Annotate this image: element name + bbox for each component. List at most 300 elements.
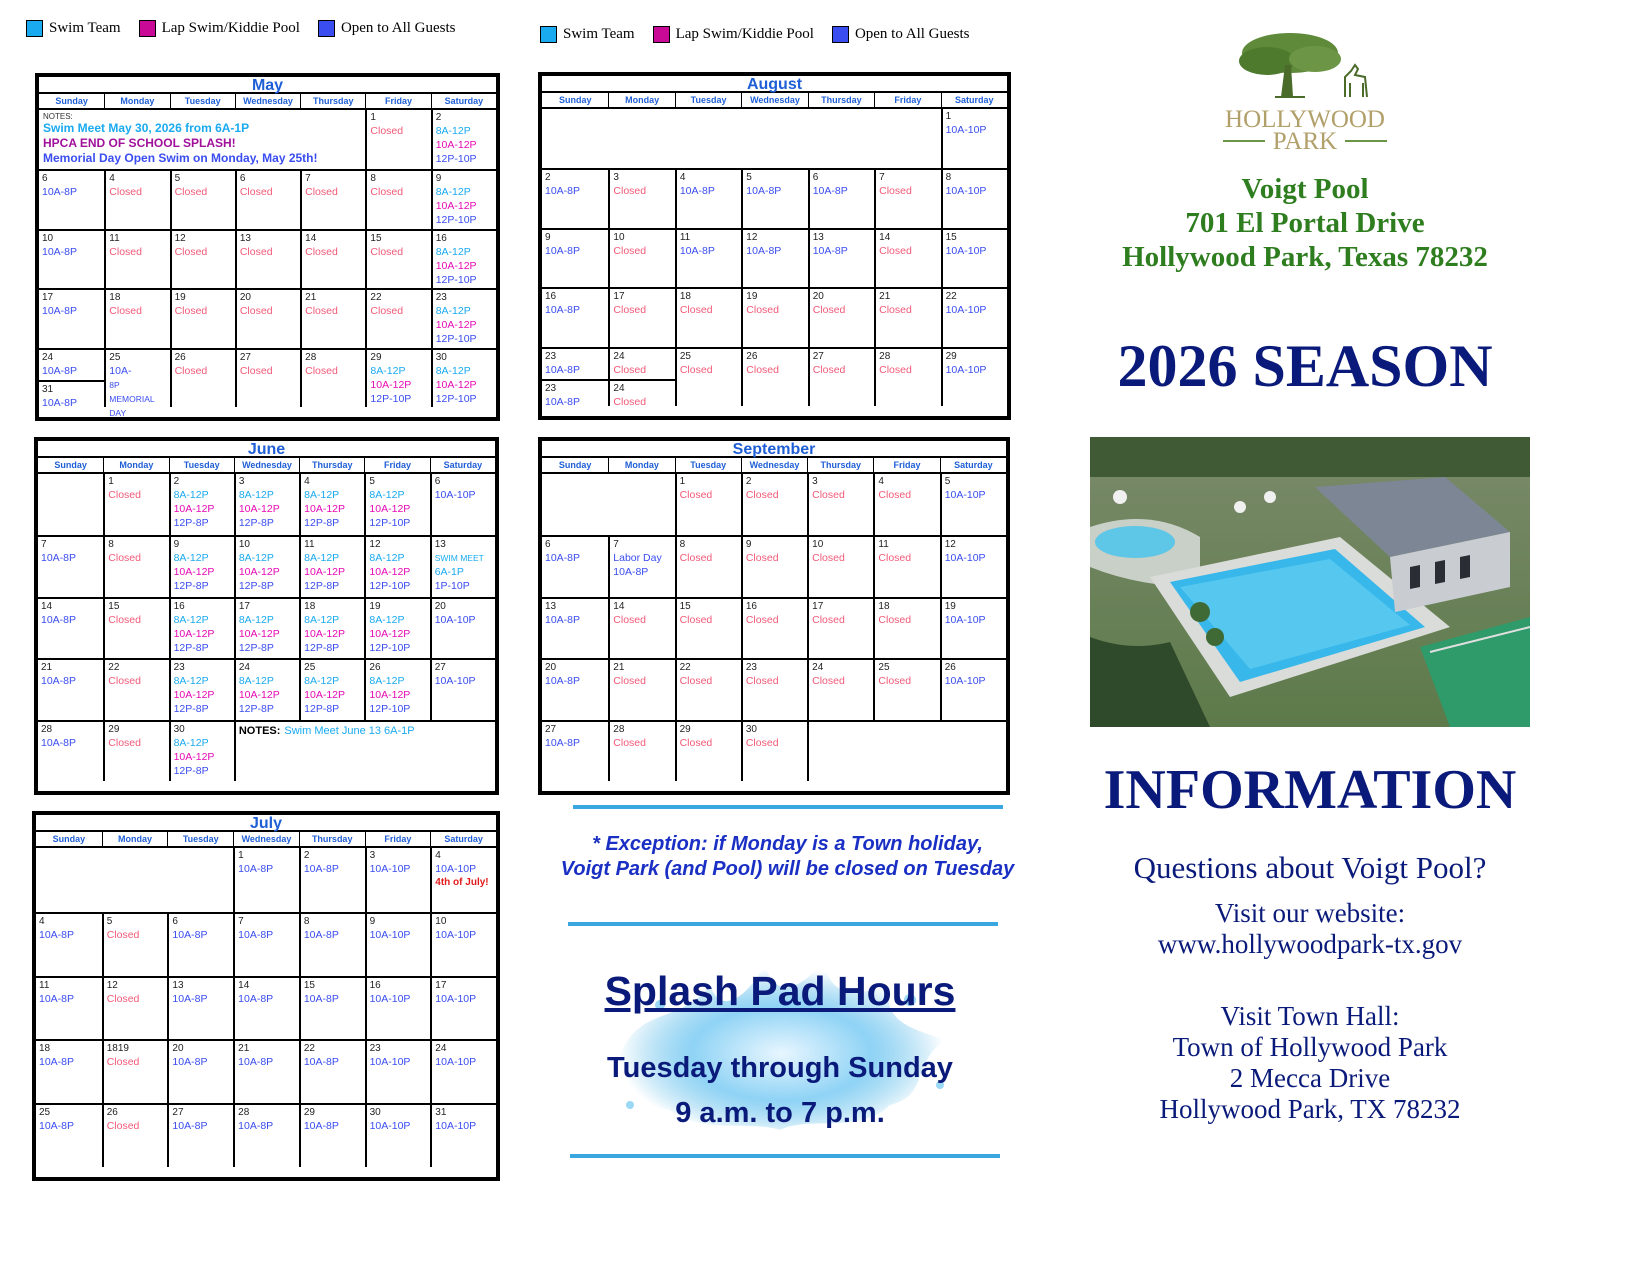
pool-name: Voigt Pool	[1241, 173, 1369, 205]
calendar-day	[365, 976, 431, 1040]
day-number: 1	[945, 111, 952, 122]
day-number: 3	[613, 172, 619, 184]
day-number: 10	[238, 539, 250, 551]
day-number: 4	[679, 172, 686, 184]
schedule-entry: 8A-12P	[369, 675, 405, 688]
day-number: 13	[812, 231, 824, 243]
pool-aerial-photo	[1090, 437, 1530, 727]
month-title: July	[36, 815, 496, 832]
day-number: 22	[303, 1043, 315, 1055]
calendar-day	[807, 720, 1006, 781]
schedule-entry: 10A-8P	[545, 736, 581, 749]
schedule-entry: 10A-12P	[304, 566, 346, 579]
calendar-day	[542, 535, 608, 596]
schedule-entry: 8A-12P	[238, 489, 274, 501]
schedule-entry: 10A-8P	[238, 1056, 274, 1069]
schedule-entry: 10A-12P	[369, 503, 411, 515]
schedule-entry: 10A-10P	[369, 1120, 411, 1133]
day-number: 18	[878, 600, 890, 612]
open-all-swatch	[318, 20, 335, 37]
legend-label: Open to All Guests	[340, 20, 456, 36]
calendar-day	[38, 474, 103, 535]
weekday-label: Tuesday	[167, 832, 233, 846]
calendar-day	[741, 168, 807, 227]
calendar-day	[167, 1039, 233, 1103]
schedule-entry: Closed	[679, 489, 713, 501]
day-number: 10	[812, 539, 824, 551]
weekday-label: Monday	[104, 94, 169, 108]
schedule-entry: 10A-8P	[545, 552, 581, 565]
schedule-entry: 10A-8P	[172, 1056, 208, 1069]
weekday-label: Wednesday	[741, 93, 807, 107]
calendar-day	[430, 597, 495, 658]
calendar-day	[941, 347, 1007, 406]
schedule-entry: 12P-8P	[173, 703, 209, 716]
day-number: 11	[109, 232, 120, 244]
day-number: 29	[945, 350, 957, 362]
day-number: 27	[812, 350, 824, 362]
calendar-day	[430, 848, 496, 912]
june-notes	[234, 720, 495, 781]
season-title: 2026 SEASON	[1117, 333, 1493, 399]
day-number: 7	[238, 915, 244, 927]
day-number: 10	[42, 232, 54, 244]
calendar-day	[874, 168, 940, 227]
schedule-entry: 10A-12P	[369, 627, 411, 640]
schedule-entry: Closed	[613, 675, 646, 688]
day-number: 7	[41, 539, 47, 551]
day-number: 28	[613, 723, 625, 735]
calendar-day	[431, 229, 496, 288]
calendar-day	[36, 848, 233, 912]
schedule-entry: 12P-10P	[369, 517, 411, 529]
schedule-entry: Closed	[613, 395, 647, 408]
day-number: 26	[944, 662, 956, 674]
calendar-day	[104, 288, 169, 347]
schedule-entry: 10A-12P	[435, 319, 477, 332]
weekday-header	[542, 93, 1007, 109]
schedule-entry: 10A-10P	[944, 613, 986, 626]
calendar-day	[299, 848, 365, 912]
divider-line	[570, 1154, 1000, 1158]
weekday-label: Friday	[365, 94, 430, 108]
schedule-entry: Closed	[879, 244, 912, 257]
schedule-entry: 10A-12P	[173, 627, 215, 640]
day-number: 2	[545, 172, 551, 184]
weekday-header	[39, 94, 496, 110]
day-number: 15	[945, 231, 957, 243]
hollywood-park-logo	[1215, 25, 1395, 155]
calendar-day	[808, 287, 874, 346]
calendar-day	[169, 535, 234, 596]
day-number: 21	[41, 662, 53, 674]
calendar-day	[542, 474, 675, 535]
calendar-grid	[36, 848, 496, 1167]
legend-open-all	[318, 20, 456, 37]
schedule-entry: 10A-12P	[238, 566, 280, 579]
schedule-entry: 10A-12P	[435, 259, 477, 272]
schedule-entry: 10A-8P	[303, 928, 339, 941]
day-number: 9	[173, 539, 180, 551]
schedule-entry: Closed	[106, 992, 140, 1005]
schedule-entry: 10A-8P	[303, 863, 339, 875]
schedule-entry: 12P-8P	[173, 764, 209, 777]
schedule-entry: 12P-8P	[173, 517, 209, 529]
calendar-day	[807, 474, 873, 535]
schedule-entry: Closed	[879, 304, 912, 317]
day-number: 1	[108, 476, 114, 487]
calendar-day	[430, 912, 496, 976]
day-number: 1	[679, 476, 686, 487]
schedule-entry: 10A-8P	[303, 1120, 339, 1133]
schedule-entry: Closed	[746, 363, 779, 376]
calendar-day	[807, 597, 873, 658]
calendar-day	[741, 658, 807, 719]
schedule-entry: 10A-12P	[173, 566, 215, 579]
schedule-entry: 10A-8P	[41, 552, 77, 565]
legend-open-all	[832, 26, 970, 43]
weekday-label: Wednesday	[235, 94, 300, 108]
day-number: 11	[679, 231, 691, 243]
schedule-entry: 10A-8P	[41, 675, 77, 688]
day-number: 7	[879, 172, 885, 184]
schedule-entry: 10A-8P	[545, 304, 581, 317]
weekday-label: Tuesday	[675, 93, 741, 107]
schedule-entry: 10A-8P	[679, 185, 715, 198]
day-number: 27	[239, 351, 251, 363]
day-number: 1819	[106, 1043, 129, 1055]
calendar-day	[169, 658, 234, 719]
weekday-label: Sunday	[55, 96, 88, 106]
legend-label: Lap Swim/Kiddie Pool	[161, 20, 300, 36]
calendar-day	[542, 287, 608, 346]
legend-right	[540, 26, 970, 43]
calendar-day	[167, 1103, 233, 1167]
day-number: 13	[434, 539, 446, 551]
calendar-day	[364, 658, 429, 719]
calendar-day	[430, 1103, 496, 1167]
calendar-day	[39, 169, 104, 228]
day-number: 25	[304, 662, 316, 674]
notes-label: NOTES:	[238, 724, 281, 737]
day-number: 2	[435, 112, 442, 123]
day-number: 16	[435, 232, 447, 244]
day-number: 25	[109, 351, 121, 363]
calendar-day	[38, 597, 103, 658]
calendar-day	[430, 474, 495, 535]
weekday-label: Thursday	[808, 93, 874, 107]
question-text: Questions about Voigt Pool?	[1133, 850, 1487, 885]
day-number: 15	[108, 600, 120, 612]
weekday-label: Monday	[608, 458, 674, 472]
calendar-day	[38, 535, 103, 596]
calendar-day	[170, 348, 235, 407]
schedule-entry: 10A-12P	[173, 689, 215, 702]
day-number: 17	[613, 291, 625, 303]
schedule-entry: 10A-	[109, 364, 132, 377]
lap-swim-swatch	[653, 26, 670, 43]
schedule-entry: 10A-8P	[39, 992, 75, 1005]
day-number: 6	[172, 915, 178, 927]
day-number: 9	[745, 539, 752, 551]
day-number: 22	[945, 291, 957, 303]
day-number: 5	[746, 172, 752, 184]
schedule-entry: 10A-10P	[369, 863, 411, 875]
calendar-day	[741, 287, 807, 346]
calendar-day	[365, 110, 430, 169]
day-number: 24	[435, 1043, 447, 1055]
notes-heading: NOTES:	[43, 112, 73, 121]
day-number: 19	[944, 600, 956, 612]
schedule-entry: Closed	[745, 736, 779, 749]
logo-line2: PARK	[1272, 128, 1338, 155]
day-number: 8	[108, 539, 114, 551]
calendar-grid	[39, 110, 496, 418]
schedule-entry: Closed	[370, 245, 404, 258]
calendar-day	[234, 597, 299, 658]
schedule-entry: Closed	[106, 1056, 140, 1069]
day-number: 8	[945, 172, 952, 184]
schedule-entry: Closed	[679, 304, 713, 317]
schedule-entry: Closed	[108, 736, 141, 749]
weekday-label: Tuesday	[675, 458, 741, 472]
schedule-entry: 10A-10P	[435, 863, 477, 875]
weekday-label: Tuesday	[170, 94, 235, 108]
calendar-day	[741, 720, 807, 781]
day-number: 6	[42, 173, 48, 185]
day-number: 23	[369, 1043, 381, 1055]
month-title: May	[39, 77, 496, 94]
town-hall-name: Town of Hollywood Park	[1172, 1032, 1448, 1062]
calendar-day	[39, 348, 104, 407]
calendar-day	[873, 658, 939, 719]
schedule-entry: 8A-12P	[435, 364, 471, 377]
weekday-label: Thursday	[300, 94, 365, 108]
schedule-entry: 10A-8P	[39, 1120, 75, 1133]
calendar-day	[608, 347, 674, 406]
schedule-entry: 12P-8P	[304, 580, 340, 593]
calendar-day	[741, 535, 807, 596]
calendar-day	[103, 474, 168, 535]
schedule-entry: Closed	[239, 186, 273, 199]
day-number: 10	[435, 915, 447, 927]
calendar-day	[430, 658, 495, 719]
day-number: 24	[613, 382, 625, 394]
calendar-day	[235, 288, 300, 347]
calendar-day	[38, 658, 103, 719]
calendar-subday	[39, 350, 104, 380]
day-number: 28	[238, 1107, 250, 1119]
schedule-entry: Closed	[812, 675, 845, 688]
day-number: 5	[106, 915, 113, 927]
schedule-entry: 10A-8P	[238, 992, 274, 1005]
weekday-label: Thursday	[807, 458, 873, 472]
schedule-entry: 10A-8P	[42, 396, 78, 409]
schedule-entry: 10A-8P	[545, 363, 581, 376]
calendar-day	[542, 228, 608, 287]
calendar-subday	[610, 349, 674, 379]
calendar-day	[873, 535, 939, 596]
calendar-day	[36, 976, 102, 1040]
day-number: 11	[878, 539, 889, 551]
day-number: 30	[369, 1107, 381, 1119]
schedule-entry: Closed	[108, 613, 141, 626]
day-number: 23	[435, 292, 447, 304]
day-number: 6	[434, 476, 441, 487]
calendar-day	[808, 168, 874, 227]
weekday-label: Friday	[365, 832, 431, 846]
day-number: 4	[109, 173, 115, 185]
weekday-label: Wednesday	[741, 458, 807, 472]
schedule-entry: Closed	[108, 552, 141, 565]
schedule-entry: Closed	[613, 736, 646, 749]
information-heading: INFORMATION	[1103, 759, 1517, 821]
calendar-day	[608, 658, 674, 719]
schedule-entry: 10A-8P	[41, 613, 77, 626]
schedule-entry: 10A-10P	[434, 489, 476, 501]
calendar-day	[104, 169, 169, 228]
day-number: 23	[745, 662, 757, 674]
calendar-day	[364, 597, 429, 658]
calendar-day	[675, 658, 741, 719]
schedule-entry: Closed	[305, 364, 338, 377]
day-number: 31	[42, 383, 54, 395]
day-number: 2	[745, 476, 752, 487]
schedule-entry: 10A-10P	[369, 928, 411, 941]
schedule-entry: Closed	[745, 613, 779, 626]
schedule-entry: 10A-10P	[369, 992, 411, 1005]
day-number: 30	[435, 351, 447, 363]
day-number: 12	[746, 231, 758, 243]
day-number: 10	[613, 231, 625, 243]
schedule-entry: Closed	[812, 613, 845, 626]
schedule-entry: 10A-8P	[613, 566, 649, 579]
schedule-entry: 10A-10P	[945, 244, 987, 257]
schedule-entry: 8A-12P	[238, 552, 274, 565]
schedule-entry: Closed	[174, 305, 208, 318]
day-number: 20	[545, 662, 557, 674]
visit-website-label: Visit our website:	[1214, 898, 1406, 928]
day-number: 16	[545, 291, 557, 303]
schedule-entry: 12P-8P	[173, 580, 209, 593]
calendar-day	[365, 848, 431, 912]
calendar-day	[102, 912, 168, 976]
schedule-entry: 12P-10P	[435, 153, 477, 165]
day-number: 19	[746, 291, 758, 303]
schedule-entry: Closed	[745, 489, 779, 501]
calendar-day	[941, 109, 1007, 168]
schedule-entry: 12P-10P	[435, 273, 477, 286]
schedule-entry: 8A-12P	[435, 305, 471, 318]
schedule-entry: Closed	[109, 186, 142, 199]
legend-lap-swim	[139, 20, 300, 37]
day-number: 6	[545, 539, 551, 551]
day-number: 3	[238, 476, 245, 487]
schedule-entry: 10A-12P	[369, 566, 411, 579]
calendar-day	[36, 1039, 102, 1103]
note-line: Memorial Day Open Swim on Monday, May 25th!	[43, 151, 318, 165]
day-number: 26	[106, 1107, 118, 1119]
calendar-june	[34, 437, 499, 795]
calendar-grid	[542, 109, 1007, 406]
schedule-entry: 8A-12P	[435, 125, 471, 137]
legend-label: Swim Team	[563, 26, 635, 42]
schedule-entry: 10A-10P	[944, 552, 986, 565]
calendar-day	[300, 229, 365, 288]
day-number: 31	[435, 1107, 447, 1119]
schedule-entry: 10A-8P	[303, 1056, 339, 1069]
schedule-entry: Closed	[878, 489, 912, 501]
schedule-entry: SWIM MEET	[434, 553, 484, 564]
weekday-header	[542, 458, 1006, 474]
schedule-entry: 10A-8P	[545, 185, 581, 198]
calendar-day	[235, 169, 300, 228]
weekday-label: Monday	[103, 458, 168, 472]
schedule-entry: 10A-8P	[238, 1120, 274, 1133]
day-number: 5	[369, 476, 375, 487]
schedule-entry: Closed	[812, 489, 845, 501]
calendar-day	[365, 912, 431, 976]
calendar-day	[299, 1103, 365, 1167]
note-line: Swim Meet May 30, 2026 from 6A-1P	[43, 121, 250, 135]
schedule-entry: 10A-12P	[304, 689, 346, 702]
calendar-day	[170, 288, 235, 347]
calendar-day	[675, 597, 741, 658]
schedule-entry: Closed	[812, 552, 845, 565]
town-hall-city: Hollywood Park, TX 78232	[1159, 1094, 1461, 1124]
legend-swim-team	[26, 20, 121, 37]
day-number: 17	[42, 292, 54, 304]
day-number: 15	[370, 232, 382, 244]
calendar-day	[608, 535, 674, 596]
calendar-day	[675, 168, 741, 227]
schedule-entry: 12P-8P	[304, 703, 340, 716]
day-number: 21	[305, 292, 317, 304]
schedule-entry: 12P-10P	[435, 392, 477, 405]
calendar-grid	[38, 474, 495, 781]
calendar-day	[365, 169, 430, 228]
schedule-entry: Closed	[679, 552, 713, 565]
day-number: 9	[545, 231, 551, 243]
day-number: 18	[39, 1043, 51, 1055]
schedule-entry: 10A-8P	[172, 992, 208, 1005]
schedule-entry: 8A-12P	[370, 364, 406, 377]
schedule-entry: Closed	[613, 613, 646, 626]
schedule-entry: Closed	[745, 675, 779, 688]
day-number: 16	[745, 600, 757, 612]
calendar-subday	[542, 349, 608, 379]
schedule-entry: 8A-12P	[173, 675, 209, 688]
calendar-day	[300, 169, 365, 228]
schedule-entry: Closed	[108, 675, 141, 688]
weekday-header	[38, 458, 495, 474]
calendar-day	[807, 535, 873, 596]
schedule-entry: Closed	[878, 552, 912, 565]
schedule-entry: 10A-8P	[41, 736, 77, 749]
weekday-label: Wednesday	[233, 832, 299, 846]
schedule-entry: 1P-10P	[434, 580, 470, 593]
day-number: 1	[370, 112, 376, 123]
calendar-day	[233, 1039, 299, 1103]
schedule-entry: Closed	[613, 363, 647, 376]
calendar-day	[431, 169, 496, 228]
calendar-day	[873, 597, 939, 658]
schedule-entry: 10A-10P	[435, 1120, 477, 1133]
weekday-label: Saturday	[940, 458, 1006, 472]
schedule-entry: 10A-12P	[173, 750, 215, 763]
day-number: 4	[39, 915, 45, 927]
schedule-entry: 10A-10P	[945, 304, 987, 317]
